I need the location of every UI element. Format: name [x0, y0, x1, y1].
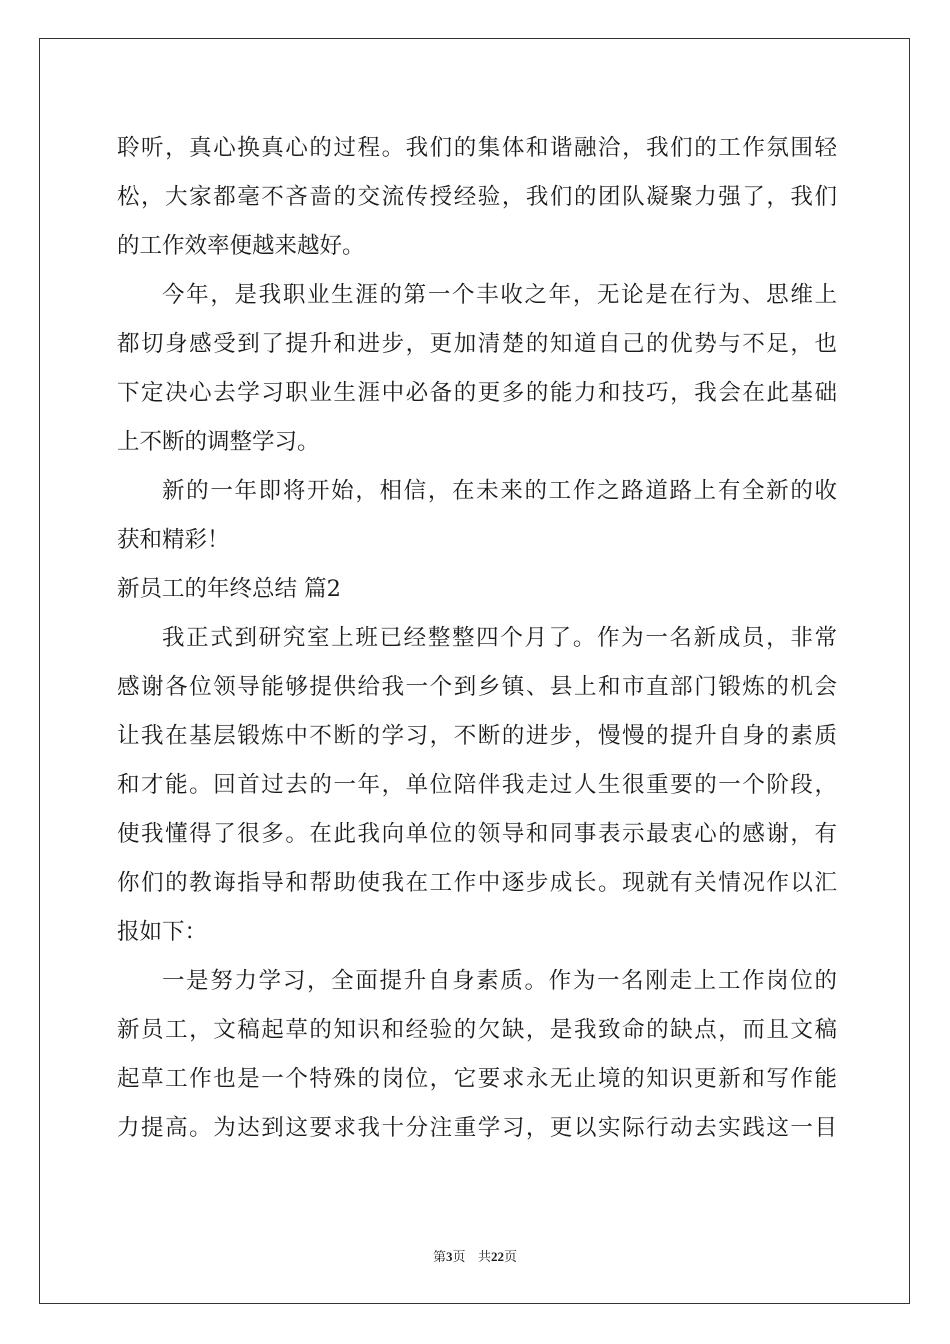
text-line: 你们的教诲指导和帮助使我在工作中逐步成长。现就有关情况作以汇: [117, 870, 837, 896]
text-line: 我正式到研究室上班已经整整四个月了。作为一名新成员，非常: [162, 625, 837, 651]
text-line: 力提高。为达到这要求我十分注重学习，更以实际行动去实践这一目: [117, 1115, 837, 1141]
text-line: 让我在基层锻炼中不断的学习，不断的进步，慢慢的提升自身的素质: [117, 723, 837, 749]
text-line: 获和精彩！: [117, 527, 230, 553]
text-line: 下定决心去学习职业生涯中必备的更多的能力和技巧，我会在此基础: [117, 380, 837, 406]
text-line: 一是努力学习，全面提升自身素质。作为一名刚走上工作岗位的: [162, 968, 837, 994]
text-line: 上不断的调整学习。: [117, 429, 320, 455]
total-prefix: 共: [477, 1250, 491, 1265]
document-body: [117, 124, 837, 1153]
text-line: 和才能。回首过去的一年，单位陪伴我走过人生很重要的一个阶段，: [117, 772, 837, 798]
text-line: 新员工，文稿起草的知识和经验的欠缺，是我致命的缺点，而且文稿: [117, 1017, 837, 1043]
text-line: 聆听，真心换真心的过程。我们的集体和谐融洽，我们的工作氛围轻: [117, 135, 837, 161]
page-number: 3: [446, 1249, 453, 1264]
total-pages: 22: [490, 1249, 504, 1264]
text-line: 今年，是我职业生涯的第一个丰收之年，无论是在行为、思维上: [162, 282, 837, 308]
page-prefix: 第: [433, 1250, 447, 1265]
text-line: 感谢各位领导能够提供给我一个到乡镇、县上和市直部门锻炼的机会: [117, 674, 837, 700]
section-heading: 新员工的年终总结 篇2: [117, 576, 341, 602]
text-line: 松，大家都毫不吝啬的交流传授经验，我们的团队凝聚力强了，我们: [117, 184, 837, 210]
text-line: 报如下：: [117, 919, 208, 945]
total-suffix: 页: [503, 1250, 517, 1265]
text-line: 使我懂得了很多。在此我向单位的领导和同事表示最衷心的感谢，有: [117, 821, 837, 847]
text-line: 新的一年即将开始，相信，在未来的工作之路道路上有全新的收: [162, 478, 837, 504]
text-line: 起草工作也是一个特殊的岗位，它要求永无止境的知识更新和写作能: [117, 1066, 837, 1092]
page-footer: [0, 1246, 950, 1265]
text-line: 都切身感受到了提升和进步，更加清楚的知道自己的优势与不足，也: [117, 331, 837, 357]
text-line: 的工作效率便越来越好。: [117, 233, 365, 259]
page-suffix: 页: [452, 1250, 466, 1265]
